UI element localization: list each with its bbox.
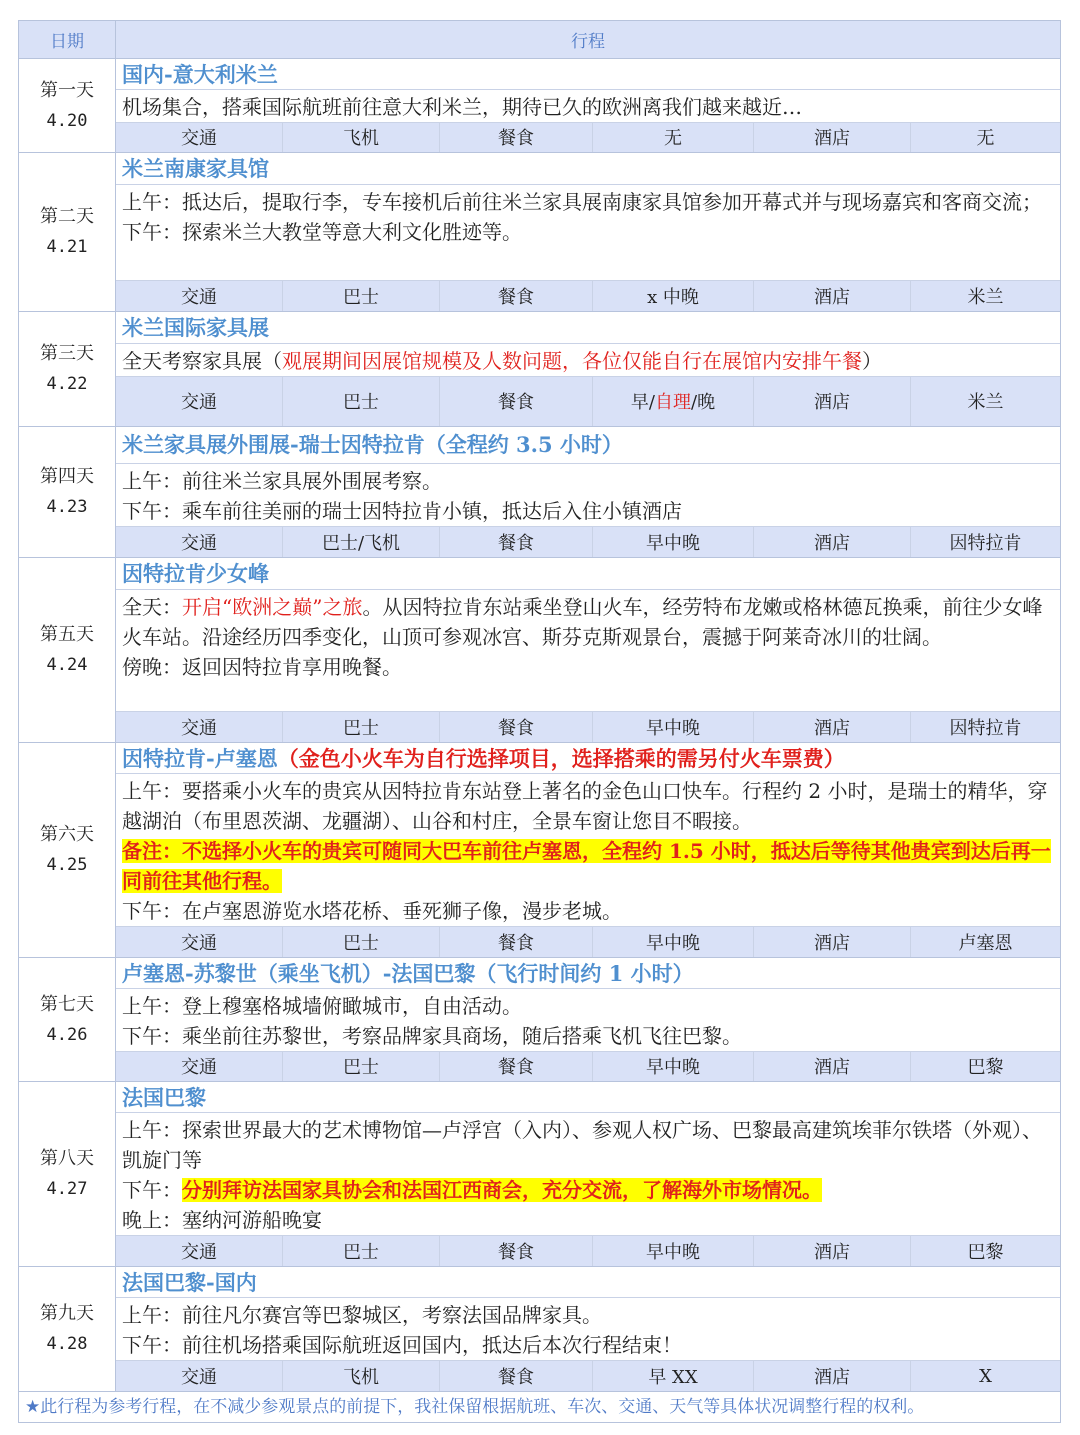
day-label: 第九天 xyxy=(40,1303,94,1324)
day-label: 第六天 xyxy=(40,824,94,845)
day-label: 第五天 xyxy=(40,624,94,645)
info-strip xyxy=(116,122,1060,152)
strip-value-transport: 巴士 xyxy=(283,1052,440,1081)
day-line: 上午：探索世界最大的艺术博物馆—卢浮宫（入内）、参观人权广场、巴黎最高建筑埃菲尔铁塔（外观）、凯旋门等 xyxy=(122,1118,1042,1173)
info-strip xyxy=(116,526,1060,557)
strip-label-meal: 餐食 xyxy=(440,1361,593,1391)
itinerary-table xyxy=(18,20,1061,1423)
strip-value-hotel: X xyxy=(979,1365,992,1387)
strip-label-meal: 餐食 xyxy=(440,123,593,152)
day-cell xyxy=(19,743,116,957)
day-line: 上午：要搭乘小火车的贵宾从因特拉肯东站登上著名的金色山口快车。行程约 2 小时，是瑞士的精华，穿越湖泊（布里恩茨湖、龙疆湖）、山谷和村庄，全景车窗让您目不暇接。 xyxy=(122,779,1048,834)
strip-label-meal: 餐食 xyxy=(440,1236,593,1266)
day-cell xyxy=(19,427,116,557)
day-title: 米兰国际家具展 xyxy=(116,312,1060,344)
day-row xyxy=(18,1082,1061,1267)
day-row xyxy=(18,153,1061,312)
day-date: 4.23 xyxy=(46,497,88,517)
day-line: 下午：探索米兰大教堂等意大利文化胜迹等。 xyxy=(122,220,522,244)
day-row xyxy=(18,958,1061,1082)
table-header xyxy=(18,20,1061,59)
day-row xyxy=(18,59,1061,153)
day-row xyxy=(18,1267,1061,1392)
strip-label-meal: 餐食 xyxy=(440,1052,593,1081)
day-line: 下午：乘车前往美丽的瑞士因特拉肯小镇，抵达后入住小镇酒店 xyxy=(122,499,682,523)
info-strip xyxy=(116,926,1060,957)
strip-label-transport: 交通 xyxy=(116,123,283,152)
strip-label-hotel: 酒店 xyxy=(754,377,911,426)
strip-label-transport: 交通 xyxy=(116,1236,283,1266)
strip-label-meal: 餐食 xyxy=(440,281,593,311)
strip-label-transport: 交通 xyxy=(116,377,283,426)
day-title: 因特拉肯少女峰 xyxy=(116,558,1060,590)
day-cell xyxy=(19,312,116,426)
info-strip xyxy=(116,1235,1060,1266)
day-cell xyxy=(19,1082,116,1266)
strip-value-meal: 早中晚 xyxy=(593,927,754,957)
day-row xyxy=(18,558,1061,743)
day-line: 全天：开启“欧洲之巅”之旅。从因特拉肯东站乘坐登山火车，经劳特布龙嫩或格林德瓦换乘，前往少女峰火车站。沿途经历四季变化，山顶可参观冰宫、斯芬克斯观景台，震撼于阿莱奇冰川的壮阔。 xyxy=(122,595,1043,649)
day-date: 4.21 xyxy=(46,237,88,257)
info-strip xyxy=(116,376,1060,426)
strip-value-meal: 早 XX xyxy=(593,1361,754,1391)
highlighted-note: 备注：不选择小火车的贵宾可随同大巴车前往卢塞恩，全程约 1.5 小时，抵达后等待其他贵宾到达后再一同前往其他行程。 xyxy=(122,839,1051,894)
strip-label-meal: 餐食 xyxy=(440,377,593,426)
strip-label-transport: 交通 xyxy=(116,927,283,957)
strip-label-hotel: 酒店 xyxy=(754,1236,911,1266)
day-line: 下午：分别拜访法国家具协会和法国江西商会，充分交流，了解海外市场情况。 xyxy=(122,1178,822,1203)
strip-value-meal: 早中晚 xyxy=(593,1052,754,1081)
strip-label-transport: 交通 xyxy=(116,527,283,557)
day-cell xyxy=(19,958,116,1081)
strip-label-hotel: 酒店 xyxy=(754,927,911,957)
day-date: 4.22 xyxy=(46,374,88,394)
day-line: 全天考察家具展（观展期间因展馆规模及人数问题，各位仅能自行在展馆内安排午餐） xyxy=(122,348,882,373)
strip-value-hotel: 卢塞恩 xyxy=(958,933,1013,955)
day-cell xyxy=(19,558,116,742)
strip-value-transport: 巴士 xyxy=(283,1236,440,1266)
strip-value-transport: 巴士 xyxy=(283,927,440,957)
date-column-header: 日期 xyxy=(19,21,116,58)
strip-label-hotel: 酒店 xyxy=(754,281,911,311)
strip-value-meal: 无 xyxy=(593,123,754,152)
day-date: 4.28 xyxy=(46,1334,88,1354)
day-line: 下午：前往机场搭乘国际航班返回国内，抵达后本次行程结束！ xyxy=(122,1333,682,1358)
strip-value-meal: 早/ 自理 /晚 xyxy=(593,377,754,426)
info-strip xyxy=(116,1360,1060,1391)
strip-value-meal: x 中晚 xyxy=(593,281,754,311)
strip-value-hotel: 因特拉肯 xyxy=(949,533,1022,554)
day-line: 傍晚：返回因特拉肯享用晚餐。 xyxy=(122,655,402,679)
strip-value-transport: 巴士 xyxy=(283,712,440,742)
strip-value-hotel: 巴黎 xyxy=(967,1242,1004,1264)
itinerary-column-header: 行程 xyxy=(571,32,605,52)
strip-value-meal: 早中晚 xyxy=(593,1236,754,1266)
day-cell xyxy=(19,153,116,311)
day-line: 上午：前往凡尔赛宫等巴黎城区，考察法国品牌家具。 xyxy=(122,1303,602,1328)
strip-value-meal: 早中晚 xyxy=(593,527,754,557)
day-date: 4.24 xyxy=(46,655,88,675)
day-title: 因特拉肯-卢塞恩（金色小火车为自行选择项目，选择搭乘的需另付火车票费） xyxy=(116,743,1060,774)
strip-value-hotel: 巴黎 xyxy=(967,1057,1004,1079)
strip-label-transport: 交通 xyxy=(116,1052,283,1081)
strip-value-hotel: 米兰 xyxy=(967,392,1004,414)
strip-label-hotel: 酒店 xyxy=(754,712,911,742)
day-title: 国内-意大利米兰 xyxy=(116,59,1060,90)
day-date: 4.20 xyxy=(46,110,88,131)
info-strip xyxy=(116,280,1060,311)
strip-label-meal: 餐食 xyxy=(440,712,593,742)
day-line: 上午：登上穆塞格城墙俯瞰城市，自由活动。 xyxy=(122,993,522,1018)
strip-value-hotel: 因特拉肯 xyxy=(949,718,1022,739)
strip-label-hotel: 酒店 xyxy=(754,1361,911,1391)
strip-value-hotel: 无 xyxy=(976,128,995,150)
strip-value-transport: 巴士 xyxy=(283,281,440,311)
day-line: 下午：乘坐前往苏黎世，考察品牌家具商场，随后搭乘飞机飞往巴黎。 xyxy=(122,1023,742,1048)
strip-label-transport: 交通 xyxy=(116,712,283,742)
day-line: 上午：前往米兰家具展外围展考察。 xyxy=(122,469,442,493)
highlighted-visit: 分别拜访法国家具协会和法国江西商会，充分交流，了解海外市场情况。 xyxy=(182,1178,822,1203)
strip-label-transport: 交通 xyxy=(116,1361,283,1391)
strip-value-meal: 早中晚 xyxy=(593,712,754,742)
day-line: 下午：在卢塞恩游览水塔花桥、垂死狮子像，漫步老城。 xyxy=(122,899,622,924)
day-title: 法国巴黎-国内 xyxy=(116,1267,1060,1298)
strip-value-transport: 巴士 xyxy=(283,377,440,426)
day-row xyxy=(18,743,1061,958)
day-label: 第一天 xyxy=(40,79,94,101)
strip-label-hotel: 酒店 xyxy=(754,527,911,557)
strip-value-transport: 飞机 xyxy=(283,1361,440,1391)
strip-value-transport: 巴士/飞机 xyxy=(283,527,440,557)
day-title: 米兰家具展外围展-瑞士因特拉肯（全程约 3.5 小时） xyxy=(116,427,1060,464)
day-line: 机场集合，搭乘国际航班前往意大利米兰，期待已久的欧洲离我们越来越近… xyxy=(122,94,802,119)
day-title: 法国巴黎 xyxy=(116,1082,1060,1113)
info-strip xyxy=(116,711,1060,742)
title-notice: （金色小火车为自行选择项目，选择搭乘的需另付火车票费） xyxy=(277,746,845,771)
day-cell xyxy=(19,1267,116,1391)
day-label: 第七天 xyxy=(40,993,94,1015)
note-line xyxy=(122,836,1054,896)
day-line: 晚上：塞纳河游船晚宴 xyxy=(122,1208,322,1233)
day-cell xyxy=(19,59,116,152)
strip-label-meal: 餐食 xyxy=(440,527,593,557)
info-strip xyxy=(116,1051,1060,1081)
day-date: 4.27 xyxy=(46,1179,88,1199)
highlight-phrase: 开启“欧洲之巅”之旅 xyxy=(182,595,363,619)
day-date: 4.26 xyxy=(46,1024,88,1045)
day-label: 第八天 xyxy=(40,1148,94,1169)
day-title: 卢塞恩-苏黎世（乘坐飞机）-法国巴黎（飞行时间约 1 小时） xyxy=(116,958,1060,989)
day-row xyxy=(18,312,1061,427)
lunch-notice: 观展期间因展馆规模及人数问题，各位仅能自行在展馆内安排午餐 xyxy=(282,348,862,373)
day-date: 4.25 xyxy=(46,855,88,875)
strip-value-transport: 飞机 xyxy=(283,123,440,152)
day-label: 第四天 xyxy=(40,466,94,487)
strip-label-meal: 餐食 xyxy=(440,927,593,957)
day-title: 米兰南康家具馆 xyxy=(116,153,1060,185)
disclaimer-footer: ★此行程为参考行程，在不减少参观景点的前提下，我社保留根据航班、车次、交通、天气等具体状况调整行程的权利。 xyxy=(18,1392,1061,1423)
day-line: 上午：抵达后，提取行李，专车接机后前往米兰家具展南康家具馆参加开幕式并与现场嘉宾和客商交流； xyxy=(122,190,1042,214)
strip-label-hotel: 酒店 xyxy=(754,123,911,152)
day-label: 第二天 xyxy=(40,206,94,227)
day-row xyxy=(18,427,1061,558)
strip-label-hotel: 酒店 xyxy=(754,1052,911,1081)
strip-label-transport: 交通 xyxy=(116,281,283,311)
strip-value-hotel: 米兰 xyxy=(967,287,1004,308)
day-label: 第三天 xyxy=(40,343,94,364)
